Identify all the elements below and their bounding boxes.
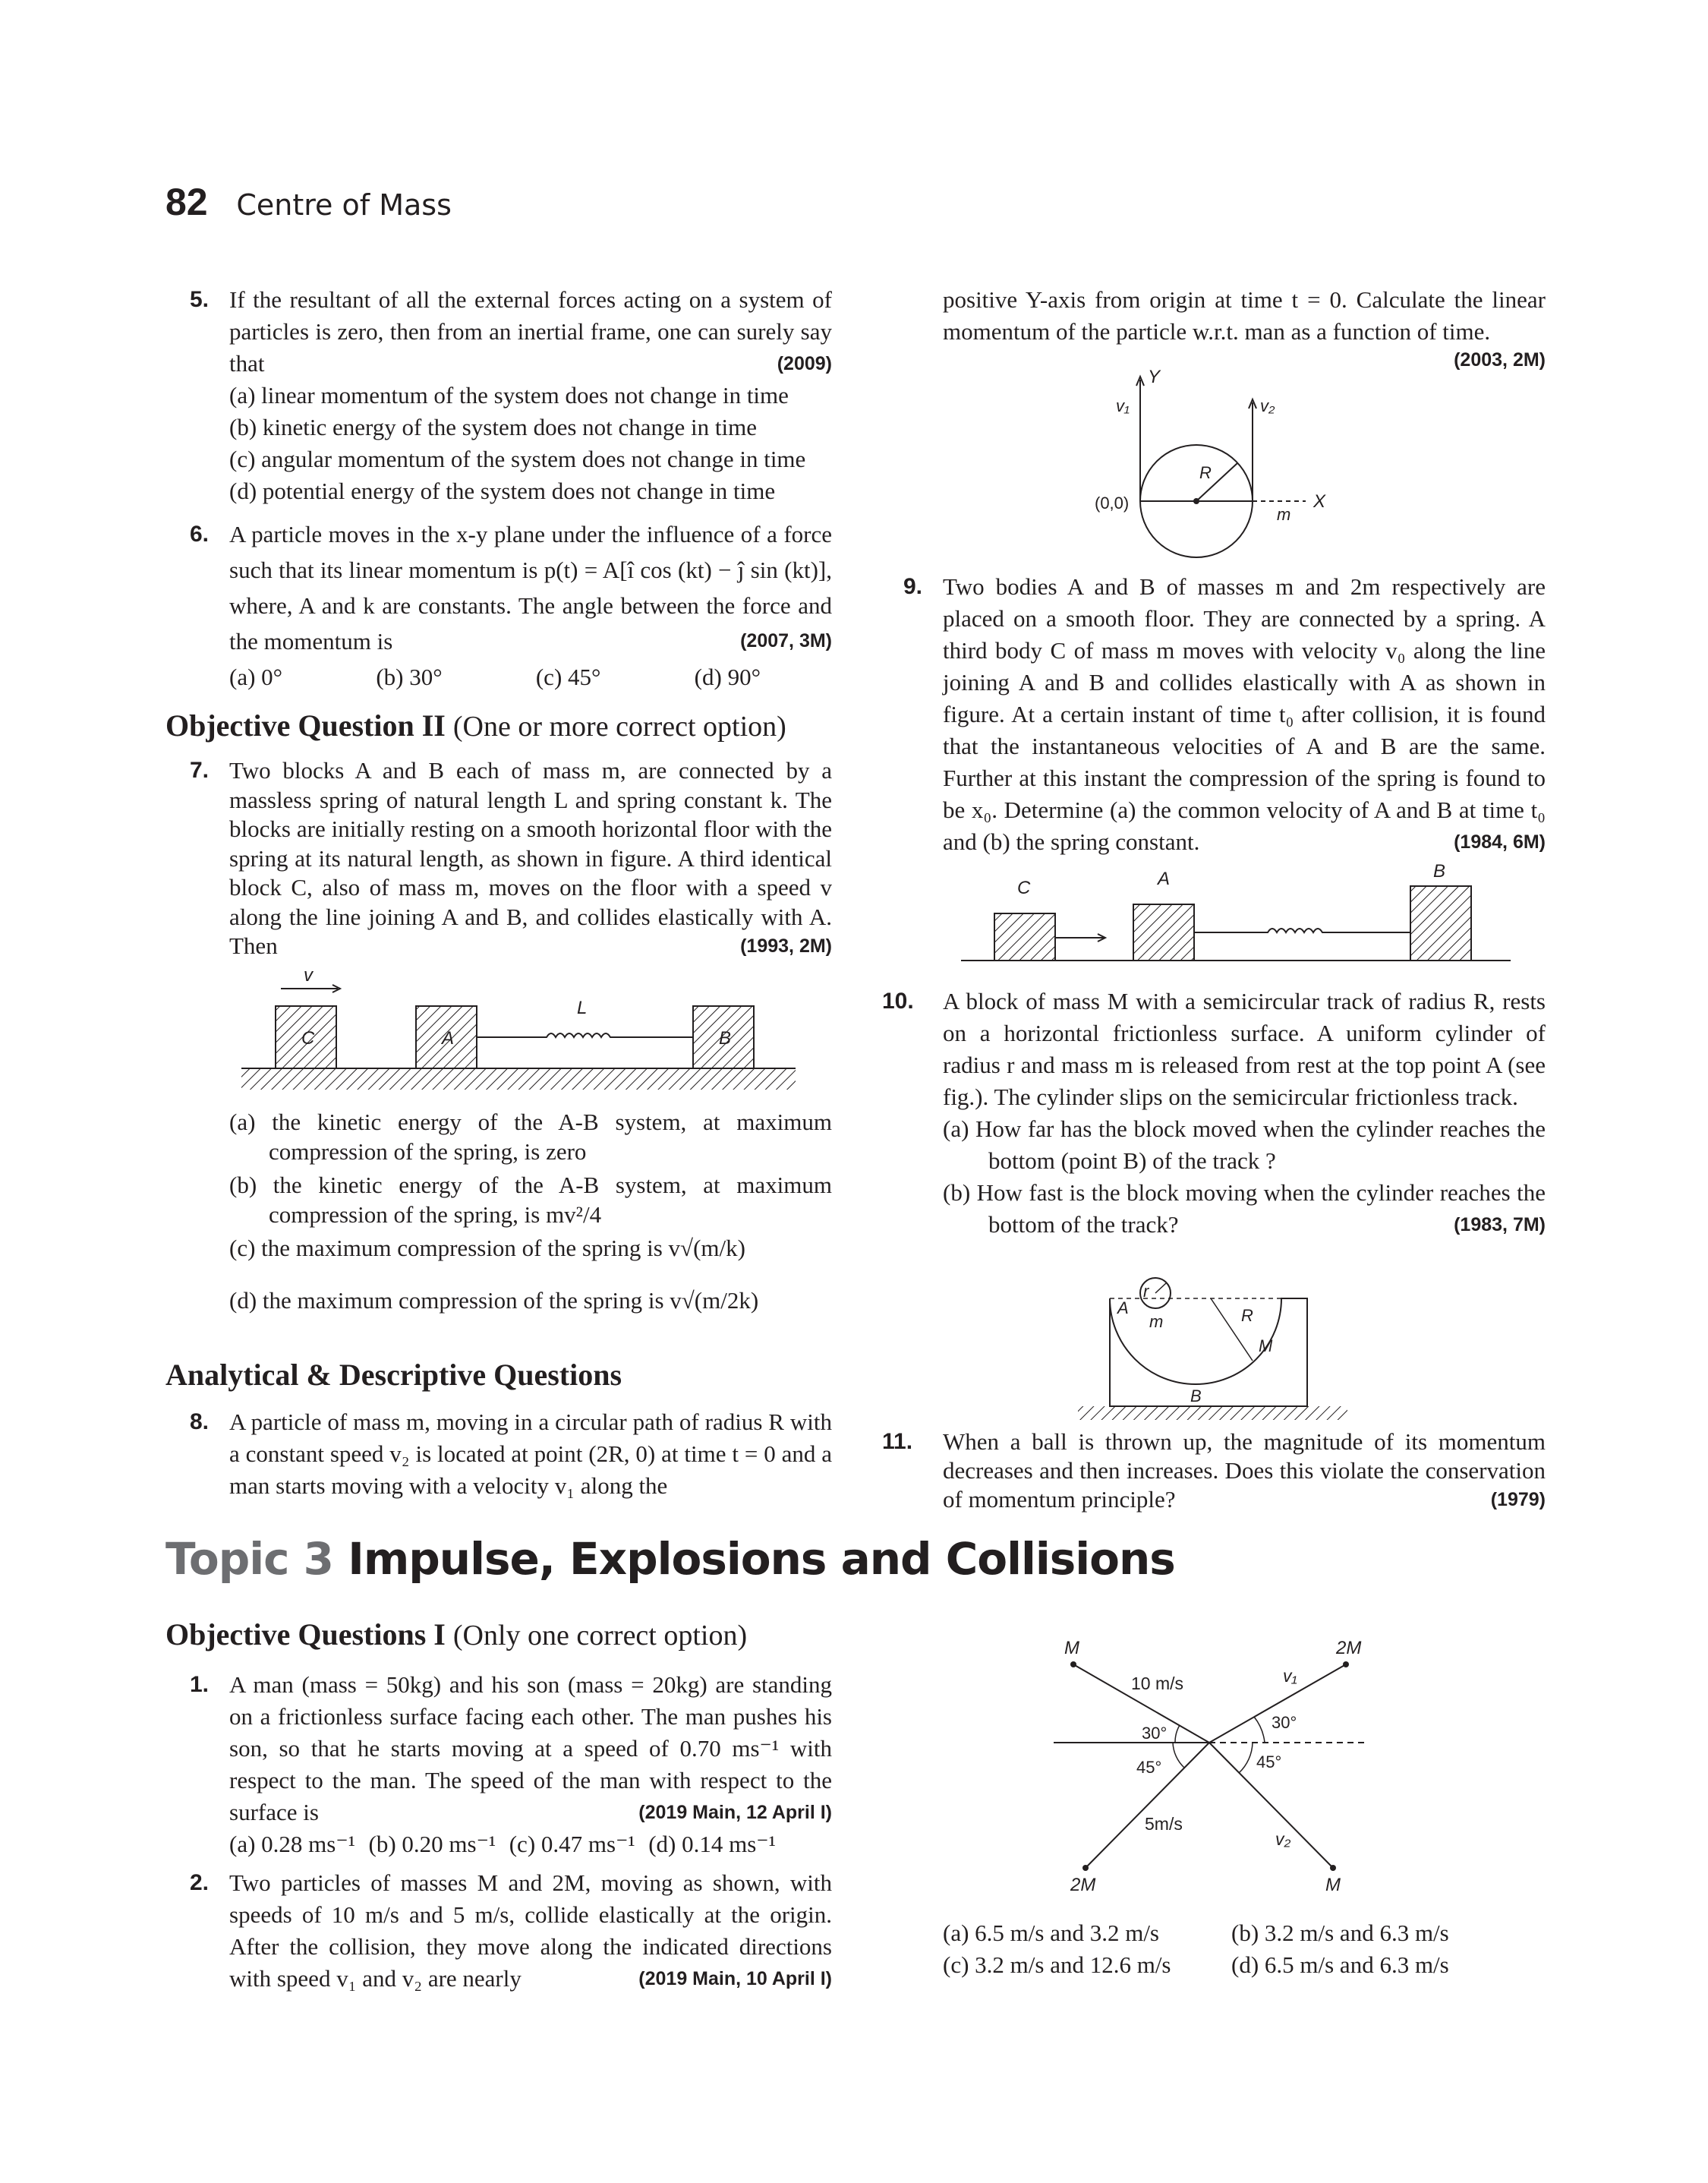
question-text: A man (mass = 50kg) and his son (mass = 20kg) are standing on a frictionless surface facing each other. The man pushes his son, so that he starts moving at a speed of 0.70 ms⁻¹ with respect to the man. The speed of the man with respect to the surface is	[229, 1671, 832, 1825]
page-header	[165, 181, 452, 223]
question-ref: (2019 Main, 12 April I)	[638, 1802, 832, 1823]
option-b: (b) How fast is the block moving when the cylinder reaches the bottom of the track?	[943, 1179, 1546, 1238]
option-c: (c) 45°	[535, 664, 601, 690]
chapter-title: Centre of Mass	[236, 188, 452, 222]
q7-options	[229, 1108, 832, 1315]
option-a: (a) 6.5 m/s and 3.2 m/s	[943, 1920, 1159, 1946]
question-number: 2.	[190, 1870, 210, 1895]
question-text: Two blocks A and B each of mass m, are connected by a massless spring of natural length L and spring constant k. The blocks are initially resting on a smooth horizontal floor with the spring at its natural length, as shown in figure. A third identical block C, also of mass m, moves on the floor with a speed v along the line joining A and B, and collides elastically with A. Then	[229, 757, 832, 959]
label-b: B	[719, 1028, 732, 1049]
label-a: A	[1117, 1298, 1129, 1317]
topic-heading	[165, 1533, 1175, 1585]
label-a: A	[1158, 869, 1171, 889]
option-b: (b) 0.20 ms⁻¹	[368, 1831, 496, 1857]
heading-text: Objective Question II	[165, 708, 446, 743]
label-10ms: 10 m/s	[1131, 1674, 1184, 1693]
label-m: m	[1149, 1312, 1164, 1331]
question-number: 5.	[190, 287, 210, 312]
spring	[477, 1033, 693, 1037]
question-number: 1.	[190, 1672, 210, 1697]
option-b: (b) the kinetic energy of the A-B system, at maximum compression of the spring, is mv²/4	[229, 1172, 832, 1228]
question-text: positive Y-axis from origin at time t = 0. Calculate the linear momentum of the particle w.r.t. man as a function of time.	[943, 286, 1546, 345]
question-ref: (1984, 6M)	[1454, 831, 1546, 853]
option-c: (c) 0.47 ms⁻¹	[509, 1831, 635, 1857]
question-ref: (2009)	[777, 353, 832, 374]
label-r: r	[1143, 1282, 1149, 1301]
question-7	[190, 756, 832, 961]
floor	[1078, 1406, 1347, 1420]
label-v: v	[304, 965, 313, 986]
angle-30-right: 30°	[1272, 1713, 1297, 1732]
angle-45-left: 45°	[1136, 1758, 1162, 1777]
section-heading-analytical	[165, 1359, 622, 1391]
label-v2: v₂	[1275, 1829, 1291, 1849]
option-a: (a) 0.28 ms⁻¹	[229, 1831, 355, 1857]
block-c	[994, 913, 1055, 961]
question-number: 6.	[190, 522, 210, 547]
heading-text: Analytical & Descriptive Questions	[165, 1358, 622, 1392]
question-ref: (1993, 2M)	[740, 935, 832, 957]
question-text: A particle of mass m, moving in a circular path of radius R with a constant speed v₂ is located at point (2R, 0) at time t = 0 and a man starts moving with a velocity v₁ along the	[229, 1409, 832, 1499]
question-number: 8.	[190, 1409, 210, 1434]
option-d: (d) potential energy of the system does not change in time	[229, 478, 776, 504]
question-text: When a ball is thrown up, the magnitude of its momentum decreases and then increases. Does this violate the conservation of momentum principle?	[943, 1428, 1546, 1513]
question-ref: (2003, 2M)	[1454, 349, 1546, 371]
option-a: (a) the kinetic energy of the A-B system, at maximum compression of the spring, is zero	[229, 1109, 832, 1165]
label-m-top-left: M	[1064, 1638, 1079, 1658]
block-a	[1133, 904, 1194, 961]
question-number: 9.	[903, 574, 923, 599]
label-v1: v₁	[1116, 396, 1130, 415]
question-ref: (1979)	[1490, 1489, 1546, 1510]
question-9	[903, 571, 1546, 858]
label-l: L	[577, 998, 588, 1018]
topic-question-2	[190, 1867, 832, 1995]
question-number: 10.	[882, 989, 914, 1014]
label-c: C	[301, 1028, 315, 1049]
option-b: (b) 3.2 m/s and 6.3 m/s	[1231, 1920, 1449, 1946]
question-ref: (2007, 3M)	[740, 630, 832, 651]
collision-options	[943, 1917, 1520, 1981]
label-2m-top-right: 2M	[1336, 1638, 1362, 1658]
label-m: m	[1277, 505, 1291, 524]
label-M: M	[1259, 1336, 1273, 1355]
q8-figure	[1078, 364, 1382, 569]
angle-45-right: 45°	[1256, 1752, 1282, 1771]
page-number: 82	[165, 181, 208, 223]
label-B: B	[1190, 1386, 1202, 1405]
q7-figure	[235, 964, 805, 1101]
option-d: (d) 90°	[694, 664, 761, 690]
question-11	[882, 1427, 1546, 1514]
label-x: X	[1313, 491, 1326, 512]
heading-sub: (Only one correct option)	[452, 1620, 748, 1651]
label-c: C	[1017, 878, 1031, 898]
label-R: R	[1241, 1306, 1253, 1325]
option-a: (a) 0°	[229, 664, 283, 690]
block-b	[1410, 886, 1471, 961]
label-m-bottom-right: M	[1325, 1875, 1341, 1895]
question-10	[882, 986, 1546, 1241]
question-text: Two bodies A and B of masses m and 2m respectively are placed on a smooth floor. They are connected by a spring. A third body C of mass m moves with velocity v₀ along the line joining A and B and collides elastically with A as shown in figure. At a certain instant of time t₀ after collision, it is found that the instantaneous velocities of A and B are the same. Further at this instant the compression of the spring is found to be x₀. Determine (a) the common velocity of A and B at time t₀ and (b) the spring constant.	[943, 573, 1546, 855]
collision-figure	[1048, 1625, 1397, 1913]
label-y: Y	[1148, 367, 1161, 387]
topic-title: Impulse, Explosions and Collisions	[348, 1533, 1175, 1585]
option-d: (d) 6.5 m/s and 6.3 m/s	[1231, 1951, 1449, 1978]
question-text: Two particles of masses M and 2M, moving as shown, with speeds of 10 m/s and 5 m/s, collide elastically at the origin. After the collision, they move along the indicated directions with speed v₁ and v₂ are nearly	[229, 1869, 832, 1992]
topic-number: Topic 3	[165, 1533, 334, 1585]
label-v1: v₁	[1283, 1666, 1297, 1686]
question-5	[190, 284, 832, 507]
question-text: If the resultant of all the external forces acting on a system of particles is zero, then from an inertial frame, one can surely say that	[229, 286, 832, 377]
question-ref: (1983, 7M)	[1454, 1214, 1546, 1235]
label-r: R	[1199, 463, 1212, 482]
label-v2: v₂	[1260, 396, 1275, 415]
q10-figure	[1070, 1268, 1359, 1424]
section-heading-objective-ii	[165, 710, 786, 743]
label-2m-bottom-left: 2M	[1070, 1875, 1096, 1895]
option-a: (a) How far has the block moved when the cylinder reaches the bottom (point B) of the track ?	[943, 1115, 1546, 1174]
question-number: 11.	[882, 1429, 913, 1454]
label-origin: (0,0)	[1095, 494, 1130, 513]
question-text: A particle moves in the x-y plane under the influence of a force such that its linear momentum is p(t) = A[î cos (kt) − ĵ sin (kt)], where, A and k are constants. The angle between the force and the momentum is	[229, 521, 832, 655]
question-8	[190, 1406, 832, 1502]
q9-figure	[956, 862, 1518, 968]
section-heading-objective-i	[165, 1619, 747, 1651]
option-d: (d) 0.14 ms⁻¹	[648, 1831, 776, 1857]
question-text: A block of mass M with a semicircular track of radius R, rests on a horizontal frictionless surface. A uniform cylinder of radius r and mass m is released from rest at the top point A (see fig.). The cylinder slips on the semicircular frictionless track.	[943, 988, 1546, 1110]
option-d: (d) the maximum compression of the spring is v√(m/2k)	[229, 1286, 759, 1314]
option-a: (a) linear momentum of the system does not change in time	[229, 382, 789, 409]
label-5ms: 5m/s	[1145, 1814, 1183, 1834]
floor	[241, 1068, 796, 1090]
option-b: (b) 30°	[376, 664, 443, 690]
heading-sub: (One or more correct option)	[452, 711, 786, 743]
question-8-continued	[943, 284, 1546, 371]
option-c: (c) 3.2 m/s and 12.6 m/s	[943, 1951, 1171, 1978]
option-c: (c) the maximum compression of the spring is v√(m/k)	[229, 1235, 745, 1261]
option-b: (b) kinetic energy of the system does not change in time	[229, 414, 758, 440]
question-6	[190, 516, 832, 695]
label-a: A	[442, 1028, 455, 1049]
semicircular-block	[1110, 1298, 1307, 1406]
angle-30-left: 30°	[1142, 1724, 1168, 1743]
option-c: (c) angular momentum of the system does not change in time	[229, 446, 806, 472]
topic-question-1	[190, 1669, 832, 1860]
question-number: 7.	[190, 758, 210, 783]
heading-text: Objective Questions I	[165, 1617, 446, 1651]
question-ref: (2019 Main, 10 April I)	[638, 1968, 832, 1989]
spring	[1194, 929, 1410, 932]
label-b: B	[1433, 862, 1446, 882]
